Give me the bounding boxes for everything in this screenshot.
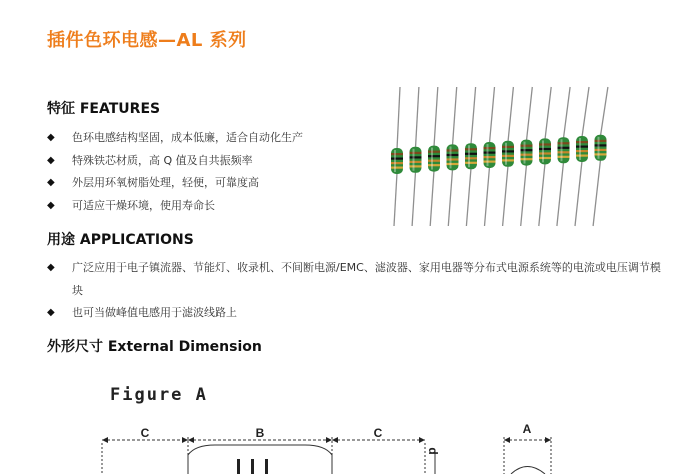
list-item: [47, 302, 667, 325]
inductor-component: [557, 87, 570, 226]
list-item: [47, 150, 377, 173]
dim-label-c-right: C: [373, 426, 383, 440]
dim-label-b: B: [255, 426, 265, 440]
inductor-component: [502, 87, 514, 226]
figure-label: Figure A: [110, 385, 208, 405]
inductor-component: [447, 87, 459, 226]
feature-text: 特殊铁芯材质，高 Q 值及自共振频率: [72, 153, 253, 167]
diamond-bullet-icon: ◆: [47, 177, 55, 188]
feature-text: 可适应干燥环境，使用寿命长: [72, 198, 215, 212]
list-item: [47, 127, 377, 150]
inductor-photo: [383, 85, 613, 228]
inductor-component: [391, 87, 403, 226]
inductor-component: [539, 87, 551, 226]
inductor-component: [521, 87, 533, 226]
dim-label-a: A: [522, 422, 532, 436]
diamond-bullet-icon: ◆: [47, 199, 55, 211]
application-text: 也可当做峰值电感用于滤波线路上: [72, 306, 237, 319]
inductor-component: [428, 87, 440, 226]
dim-label-d: d: [426, 447, 440, 455]
features-heading: 特征 FEATURES: [47, 101, 161, 117]
inductor-component: [593, 87, 608, 226]
dimension-heading: 外形尺寸 External Dimension: [47, 339, 262, 355]
list-item: [47, 195, 377, 218]
diamond-bullet-icon: ◆: [47, 154, 55, 166]
inductor-component: [410, 87, 422, 226]
feature-text: 外层用环氧树脂处理，轻便，可靠度高: [72, 176, 259, 189]
list-item: [47, 172, 377, 195]
inductor-component: [465, 87, 477, 226]
application-text: 广泛应用于电子镇流器、节能灯、收录机、不间断电源/EMC、滤波器、家用电器等分布式电源系统等的电流或电压调节模块: [72, 261, 661, 297]
dimension-drawing: [95, 415, 655, 474]
applications-list: [47, 257, 667, 325]
dim-label-c-left: C: [140, 426, 150, 440]
inductor-component: [484, 87, 496, 226]
inductor-component: [575, 87, 589, 226]
features-list: [47, 127, 377, 217]
page-title: 插件色环电感—AL 系列: [47, 30, 247, 51]
feature-text: 色环电感结构坚固，成本低廉，适合自动化生产: [72, 131, 303, 144]
diamond-bullet-icon: ◆: [47, 132, 55, 143]
diamond-bullet-icon: ◆: [47, 307, 55, 318]
diamond-bullet-icon: ◆: [47, 262, 55, 273]
list-item: [47, 257, 667, 302]
applications-heading: 用途 APPLICATIONS: [47, 232, 194, 248]
